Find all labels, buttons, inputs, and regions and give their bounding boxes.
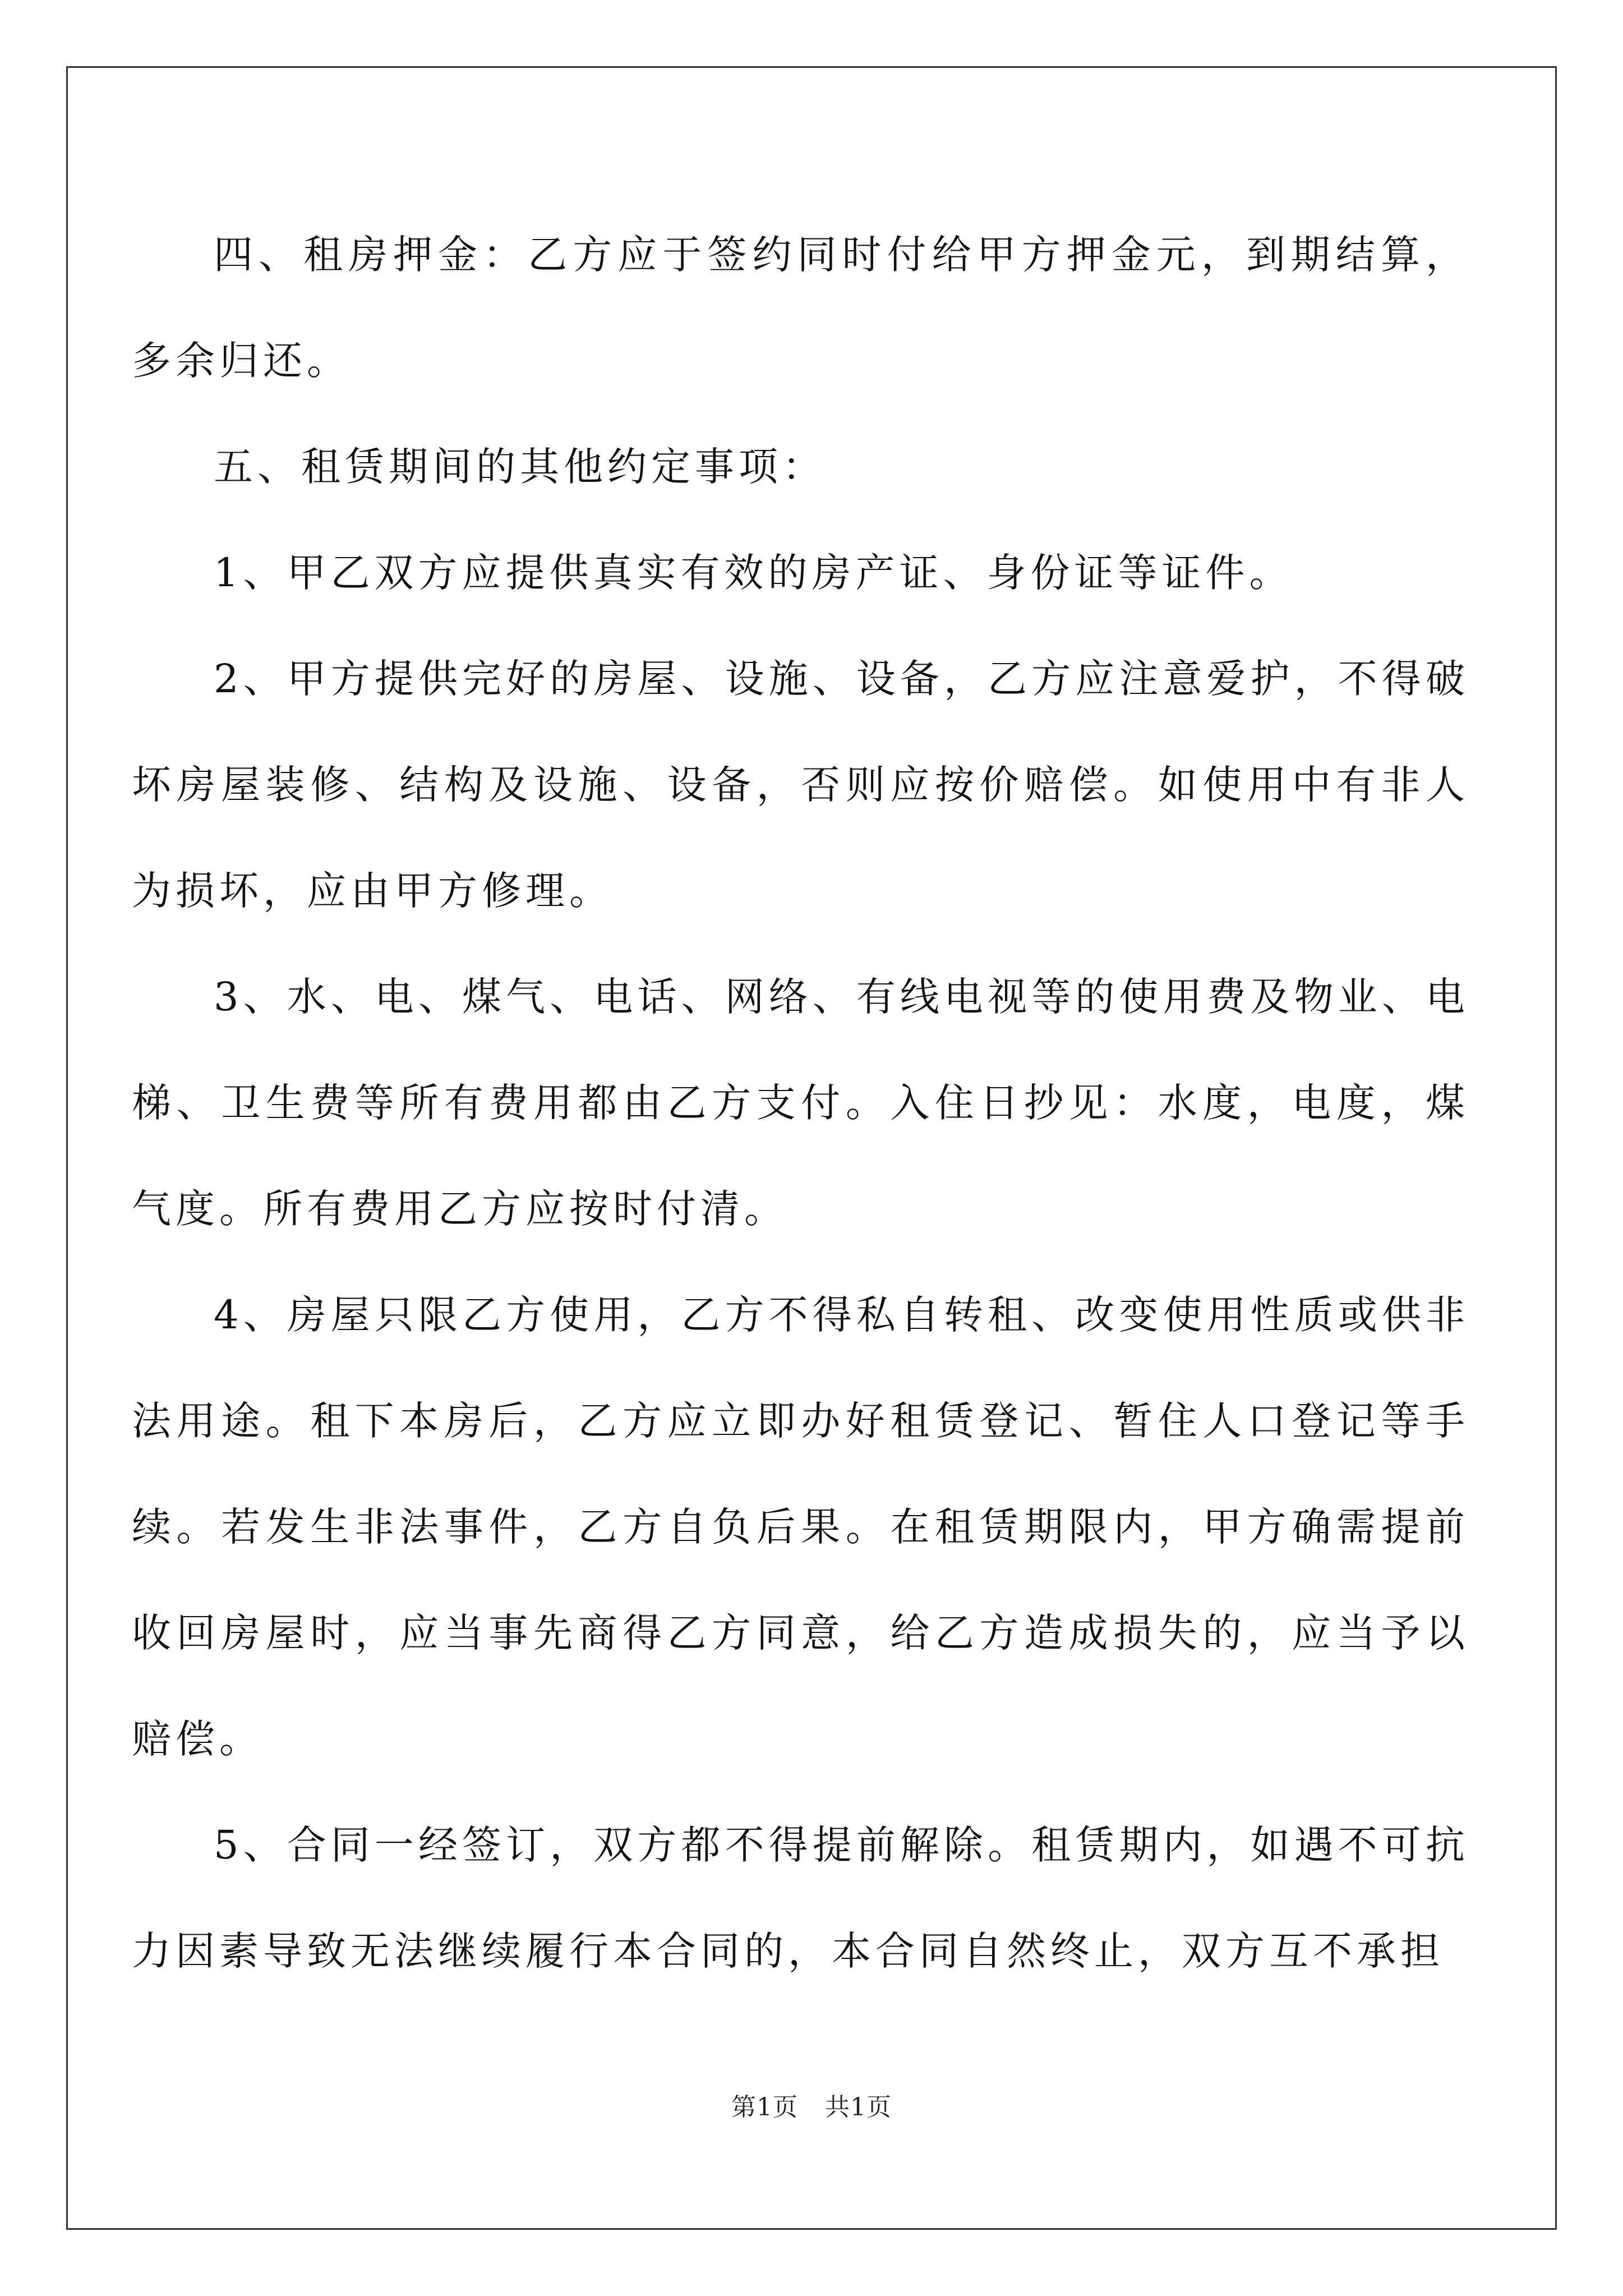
paragraph-item-5: 5、合同一经签订，双方都不得提前解除。租赁期内，如遇不可抗力因素导致无法继续履行本合同的，本合同自然终止，双方互不承担: [132, 1822, 1469, 1974]
page-footer: [0, 2087, 1623, 2123]
page-number: 第1页: [731, 2093, 798, 2122]
document-body: [132, 202, 1469, 2004]
paragraph-deposit: 四、租房押金：乙方应于签约同时付给甲方押金元，到期结算，多余归还。: [132, 232, 1469, 384]
paragraph-item-1: 1、甲乙双方应提供真实有效的房产证、身份证等证件。: [214, 550, 1293, 596]
paragraph-item-3: 3、水、电、煤气、电话、网络、有线电视等的使用费及物业、电梯、卫生费等所有费用都由乙方支付。入住日抄见：水度，电度，煤气度。所有费用乙方应按时付清。: [132, 974, 1469, 1232]
paragraph-item-4: 4、房屋只限乙方使用，乙方不得私自转租、改变使用性质或供非法用途。租下本房后，乙方应立即办好租赁登记、暂住人口登记等手续。若发生非法事件，乙方自负后果。在租赁期限内，甲方确需提前收回房屋时，应当事先商得乙方同意，给乙方造成损失的，应当予以赔偿。: [132, 1292, 1469, 1762]
paragraph-item-2: 2、甲方提供完好的房屋、设施、设备，乙方应注意爱护，不得破坏房屋装修、结构及设施、设备，否则应按价赔偿。如使用中有非人为损坏，应由甲方修理。: [132, 656, 1469, 914]
page-total: 共1页: [825, 2093, 892, 2122]
paragraph-other-terms-heading: 五、租赁期间的其他约定事项：: [214, 444, 826, 490]
